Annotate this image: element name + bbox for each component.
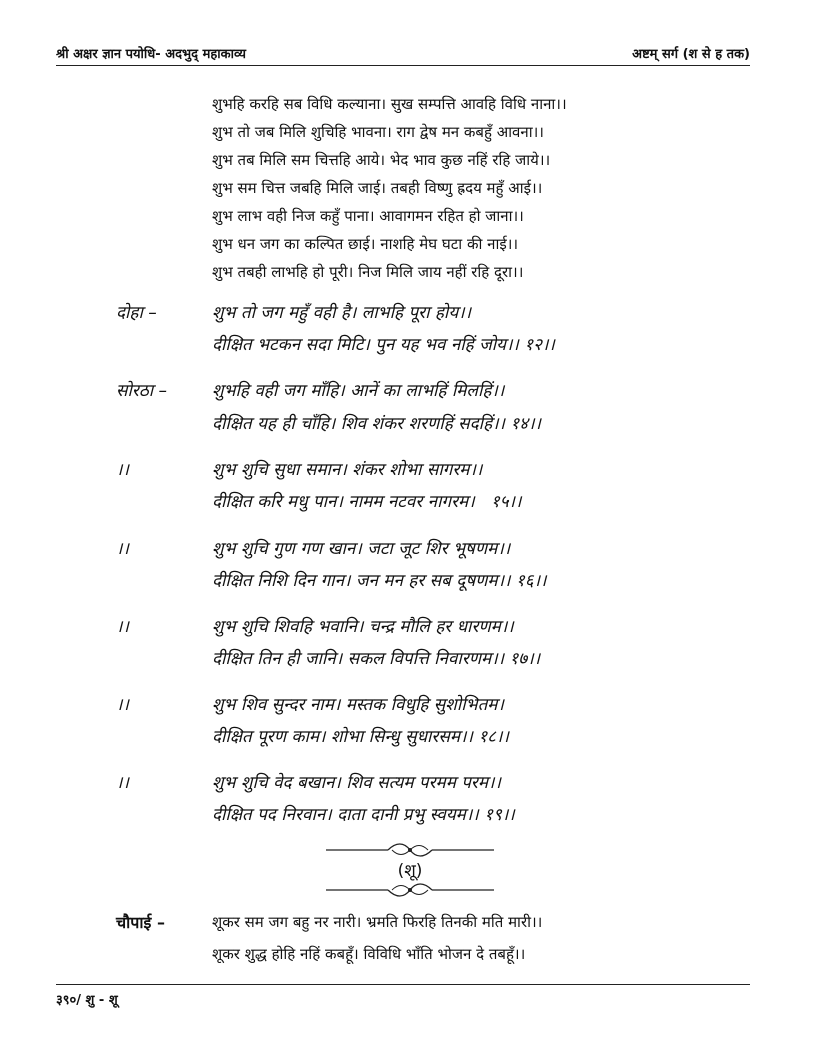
verse-line: शुभ शुचि वेद बखान। शिव सत्यम परमम परम।। [212, 773, 501, 793]
verse-label: ।। [116, 617, 129, 637]
chaupai-line: शुभ सम चित्त जबहि मिलि जाई। तबही विष्णु ह्रदय महुँ आई।। [212, 179, 543, 197]
verse-line: शुभ शुचि शिवहि भवानि। चन्द्र मौलि हर धारणम।। [212, 617, 514, 637]
verse-line: दीक्षित पद निरवान। दाता दानी प्रभु स्वयम।। १९।। [212, 805, 515, 825]
chaupai-top [212, 90, 652, 286]
verse-label-chaupai: चौपाई – [116, 913, 165, 932]
chaupai-line: शुभ धन जग का कल्पित छाई। नाशहि मेघ घटा की नाई।। [212, 235, 519, 253]
ornament-divider-top [326, 840, 494, 860]
verse-label-soratha: सोरठा – [116, 381, 168, 401]
header-rule [56, 65, 750, 66]
verse-label: ।। [116, 695, 129, 715]
section-title: (शू) [397, 861, 423, 881]
page-header [56, 40, 750, 62]
chaupai-line: शुभ तब मिलि सम चित्तहि आये। भेद भाव कुछ नहिं रहि जाये।। [212, 151, 551, 169]
chaupai-line: शूकर सम जग बहु नर नारी। भ्रमति फिरहि तिनकी मति मारी।। [212, 913, 543, 931]
footer-rule [56, 984, 750, 985]
verse-line: शुभहि वही जग माँहि। आनें का लाभहिं मिलहिं।। [212, 381, 505, 401]
chapter-title: अष्टम् सर्ग (श से ह तक) [632, 47, 750, 62]
chaupai-line: शुभ लाभ वही निज कहुँ पाना। आवागमन रहित हो जाना।। [212, 207, 524, 225]
verse-line: दीक्षित करि मधु पान। नामम नटवर नागरम। १५।। [212, 492, 522, 512]
book-title: श्री अक्षर ज्ञान पयोधि- अदभुद् महाकाव्य [56, 47, 246, 62]
verse-line: दीक्षित निशि दिन गान। जन मन हर सब दूषणम।। १६।। [212, 571, 547, 591]
verse-line: दीक्षित यह ही चाँहि। शिव शंकर शरणहिं सदहिं।। १४।। [212, 414, 541, 434]
chaupai-line: शूकर शुद्ध होहि नहिं कबहूँ। विविधि भाँति भोजन दे तबहूँ।। [212, 945, 526, 963]
ornament-divider-bottom [326, 880, 494, 900]
verse-label: ।। [116, 773, 129, 793]
verse-line: शुभ तो जग महुँ वही है। लाभहि पूरा होय।। [212, 303, 472, 323]
page-number: ३९०/ शु - शू [56, 993, 118, 1008]
verse-line: दीक्षित पूरण काम। शोभा सिन्धु सुधारसम।। १८।। [212, 727, 509, 747]
verse-label-doha: दोहा – [116, 303, 157, 323]
verse-label: ।। [116, 460, 129, 480]
verse-line: शुभ शुचि गुण गण खान। जटा जूट शिर भूषणम।। [212, 539, 511, 559]
verse-label: ।। [116, 539, 129, 559]
chaupai-line: शुभ तबही लाभहि हो पूरी। निज मिलि जाय नहीं रहि दूरा।। [212, 263, 524, 281]
verse-line: दीक्षित तिन ही जानि। सकल विपत्ति निवारणम।। १७।। [212, 649, 541, 669]
verse-line: दीक्षित भटकन सदा मिटि। पुन यह भव नहिं जोय।। १२।। [212, 335, 555, 355]
verse-line: शुभ शिव सुन्दर नाम। मस्तक विधुहि सुशोभितम। [212, 695, 504, 715]
chaupai-line: शुभ तो जब मिलि शुचिहि भावना। राग द्वेष मन कबहुँ आवना।। [212, 123, 544, 141]
verse-line: शुभ शुचि सुधा समान। शंकर शोभा सागरम।। [212, 460, 483, 480]
chaupai-line: शुभहि करहि सब विधि कल्याना। सुख सम्पत्ति आवहि विधि नाना।। [212, 95, 567, 113]
